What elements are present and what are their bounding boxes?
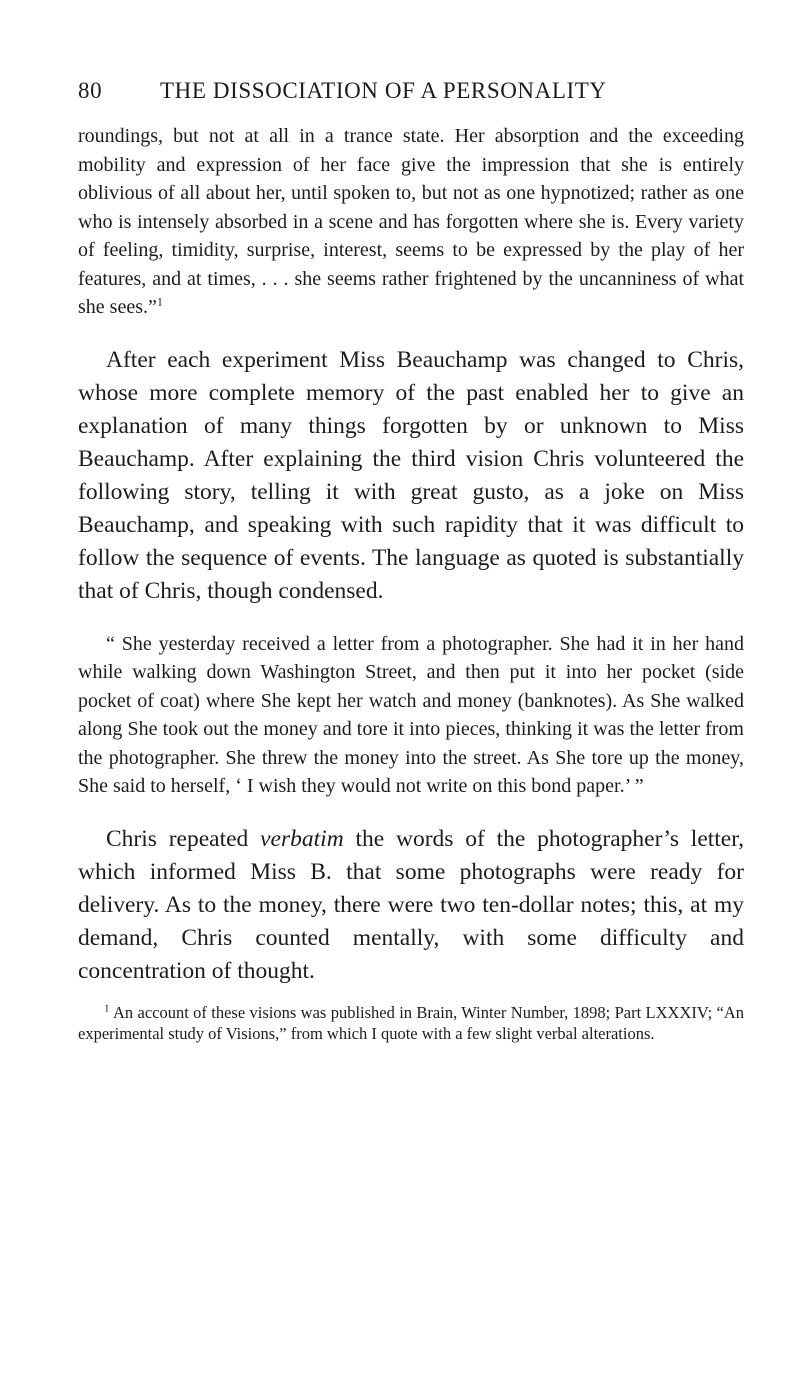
footnote xyxy=(78,1002,744,1044)
body-paragraph-final xyxy=(78,823,744,988)
body-paragraph xyxy=(78,344,744,608)
footnote-mark: 1 xyxy=(104,1002,110,1014)
quoted-paragraph-continuation xyxy=(78,122,744,322)
footnote-reference: 1 xyxy=(156,294,163,309)
running-title: THE DISSOCIATION OF A PERSONALITY xyxy=(160,78,607,103)
footnote-text: An account of these visions was published in Brain, Winter Number, 1898; Part LXXXIV; “An experimental study of Visions,” from which I quote with a few slight verbal alterations. xyxy=(78,1002,745,1043)
quoted-story-text: “ She yesterday received a letter from a photographer. She had it in her hand while walking down Washington Street, and then put it into her pocket (side pocket of coat) where She kept her watch and money (banknotes). As She walked along She took out the money and tore it into pieces, thinking it was the letter from the photographer. She threw the money into the street. As She tore up the money, She said to herself, ‘ I wish they would not write on this bond paper.’ ” xyxy=(78,632,744,797)
quoted-paragraph-text: roundings, but not at all in a trance state. Her absorption and the exceeding mobility and expression of her face give the impression that she is entirely oblivious of all about her, until spoken to, but not as one hypnotized; rather as one who is intensely absorbed in a scene and has forgotten where she is. Every variety of feeling, timidity, surprise, interest, seems to be expressed by the play of her features, and at times, . . . she seems rather frightened by the uncanniness of what she sees.” xyxy=(78,125,744,318)
body-paragraph-text: After each experiment Miss Beauchamp was changed to Chris, whose more complete memory of the past enabled her to give an explanation of many things forgotten by or unknown to Miss Beauchamp. After explaining the third vision Chris volunteered the following story, telling it with great gusto, as a joke on Miss Beauchamp, and speaking with such rapidity that it was difficult to follow the sequence of events. The language as quoted is substantially that of Chris, though condensed. xyxy=(78,346,744,604)
running-head xyxy=(78,78,744,108)
final-paragraph-start: Chris repeated xyxy=(106,825,261,852)
quoted-story-paragraph xyxy=(78,630,744,801)
page-number: 80 xyxy=(78,78,103,103)
book-page xyxy=(78,78,744,1044)
italic-word: verbatim xyxy=(260,825,344,852)
final-paragraph-rest: the words of the photographer’s letter, which informed Miss B. that some photographs were ready for delivery. As to the money, there were two ten-dollar notes; this, at my demand, Chris counted mentally, with some difficulty and concentration of thought. xyxy=(78,825,744,984)
